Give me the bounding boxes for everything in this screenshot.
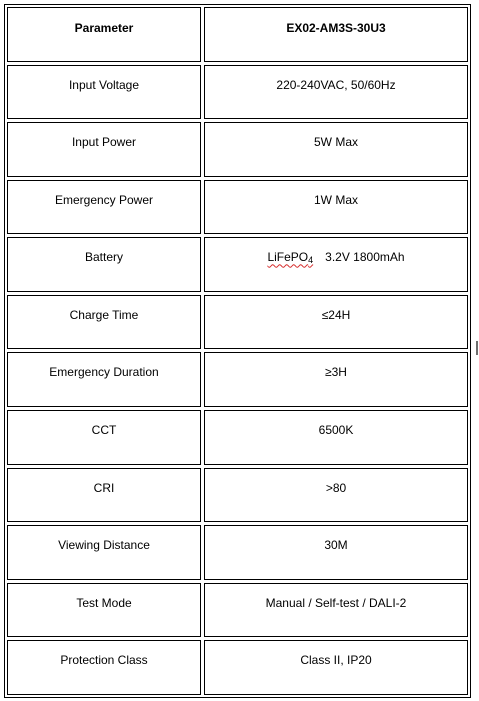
row-value-cct: 6500K [204, 410, 468, 465]
row-value-charge-time: ≤24H [204, 295, 468, 350]
battery-chemistry: LiFePO$_4$ [267, 250, 314, 266]
row-label-cct: CCT [7, 410, 201, 465]
row-value-viewing-distance: 30M [204, 525, 468, 580]
row-label-viewing-distance: Viewing Distance [7, 525, 201, 580]
row-label-input-power: Input Power [7, 122, 201, 177]
row-value-emergency-power: 1W Max [204, 180, 468, 235]
row-label-protection-class: Protection Class [7, 640, 201, 695]
row-value-test-mode: Manual / Self-test / DALI-2 [204, 583, 468, 638]
battery-spec: 3.2V 1800mAh [325, 250, 405, 265]
row-value-protection-class: Class II, IP20 [204, 640, 468, 695]
row-label-test-mode: Test Mode [7, 583, 201, 638]
scroll-indicator[interactable] [476, 341, 478, 355]
row-label-cri: CRI [7, 468, 201, 523]
row-value-input-voltage: 220-240VAC, 50/60Hz [204, 65, 468, 120]
header-model: EX02-AM3S-30U3 [204, 7, 468, 62]
row-value-emergency-duration: ≥3H [204, 352, 468, 407]
header-parameter: Parameter [7, 7, 201, 62]
row-label-input-voltage: Input Voltage [7, 65, 201, 120]
row-label-emergency-power: Emergency Power [7, 180, 201, 235]
row-value-cri: >80 [204, 468, 468, 523]
row-label-charge-time: Charge Time [7, 295, 201, 350]
row-value-battery [204, 237, 468, 292]
battery-chemistry-subscript: 4 [308, 255, 314, 266]
spec-table [4, 4, 471, 698]
row-label-emergency-duration: Emergency Duration [7, 352, 201, 407]
row-value-input-power: 5W Max [204, 122, 468, 177]
row-label-battery: Battery [7, 237, 201, 292]
